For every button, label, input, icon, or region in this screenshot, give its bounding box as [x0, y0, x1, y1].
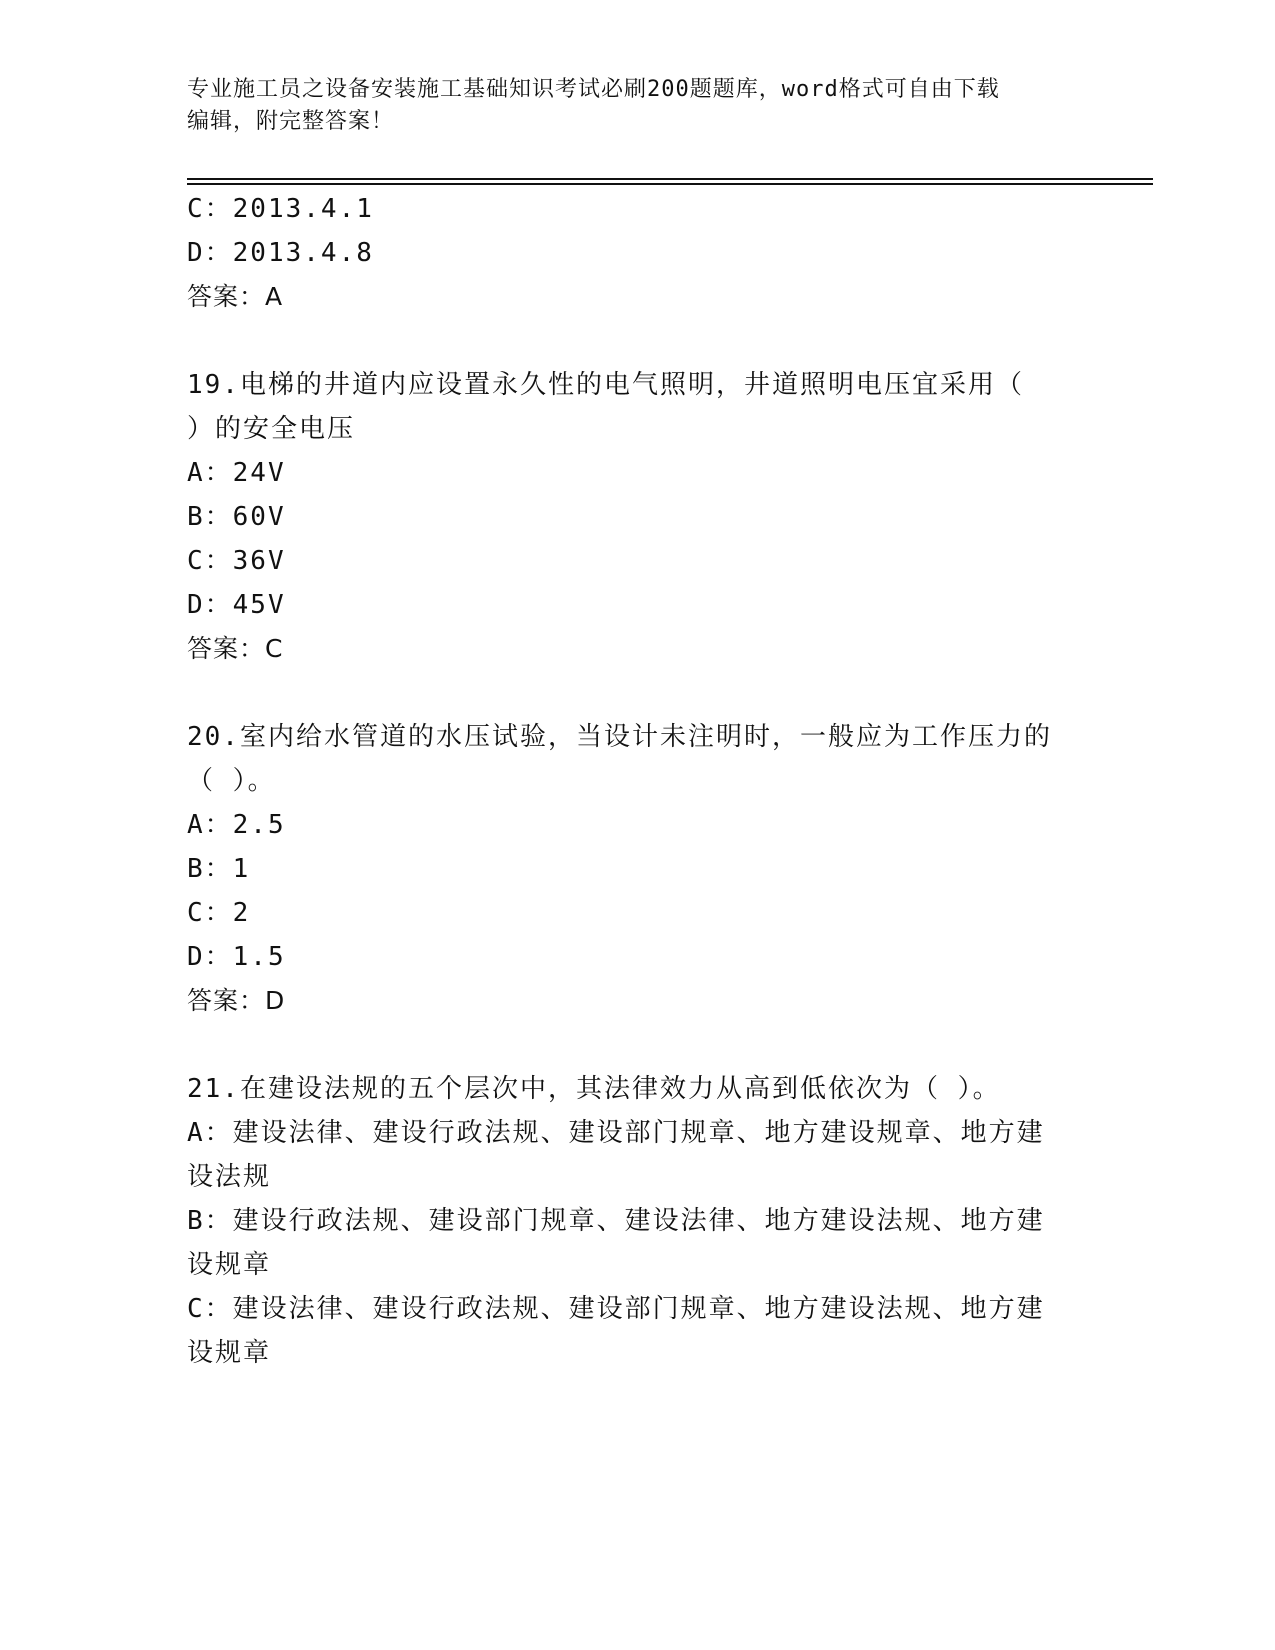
q19-answer: 答案：C — [187, 634, 284, 663]
q19-option-d: D：45V — [187, 590, 286, 620]
q21-option-b-line-2: 设规章 — [187, 1250, 272, 1280]
q18-option-d: D：2013.4.8 — [187, 238, 374, 268]
q20-stem-line-1: 20.室内给水管道的水压试验，当设计未注明时，一般应为工作压力的 — [187, 722, 1052, 752]
q21-option-a-line-2: 设法规 — [187, 1162, 272, 1192]
q20-answer: 答案：D — [187, 986, 286, 1015]
q21-option-c-line-1: C：建设法律、建设行政法规、建设部门规章、地方建设法规、地方建 — [187, 1294, 1045, 1324]
q19-stem-line-1: 19.电梯的井道内应设置永久性的电气照明，井道照明电压宜采用（ — [187, 370, 1024, 400]
header-divider-top — [187, 178, 1153, 180]
q19-option-b: B：60V — [187, 502, 286, 532]
q18-option-c: C：2013.4.1 — [187, 194, 374, 224]
q19-stem-line-2: ）的安全电压 — [187, 414, 356, 444]
q20-option-a: A：2.5 — [187, 810, 286, 840]
q19-option-a: A：24V — [187, 458, 286, 488]
header-divider-bottom — [187, 183, 1153, 185]
header-title-line-2: 编辑，附完整答案！ — [187, 109, 395, 134]
q21-option-c-line-2: 设规章 — [187, 1338, 272, 1368]
q21-option-b-line-1: B：建设行政法规、建设部门规章、建设法律、地方建设法规、地方建 — [187, 1206, 1045, 1236]
q20-stem-line-2: （ ）。 — [187, 766, 276, 796]
header-title-line-1: 专业施工员之设备安装施工基础知识考试必刷200题题库，word格式可自由下载 — [187, 77, 1000, 102]
q20-option-b: B：1 — [187, 854, 251, 884]
q18-answer: 答案：A — [187, 282, 284, 311]
q21-stem-line-1: 21.在建设法规的五个层次中，其法律效力从高到低依次为（ ）。 — [187, 1074, 1001, 1104]
q19-option-c: C：36V — [187, 546, 286, 576]
q20-option-c: C：2 — [187, 898, 251, 928]
q20-option-d: D：1.5 — [187, 942, 286, 972]
q21-option-a-line-1: A：建设法律、建设行政法规、建设部门规章、地方建设规章、地方建 — [187, 1118, 1045, 1148]
document-header — [187, 74, 1087, 138]
